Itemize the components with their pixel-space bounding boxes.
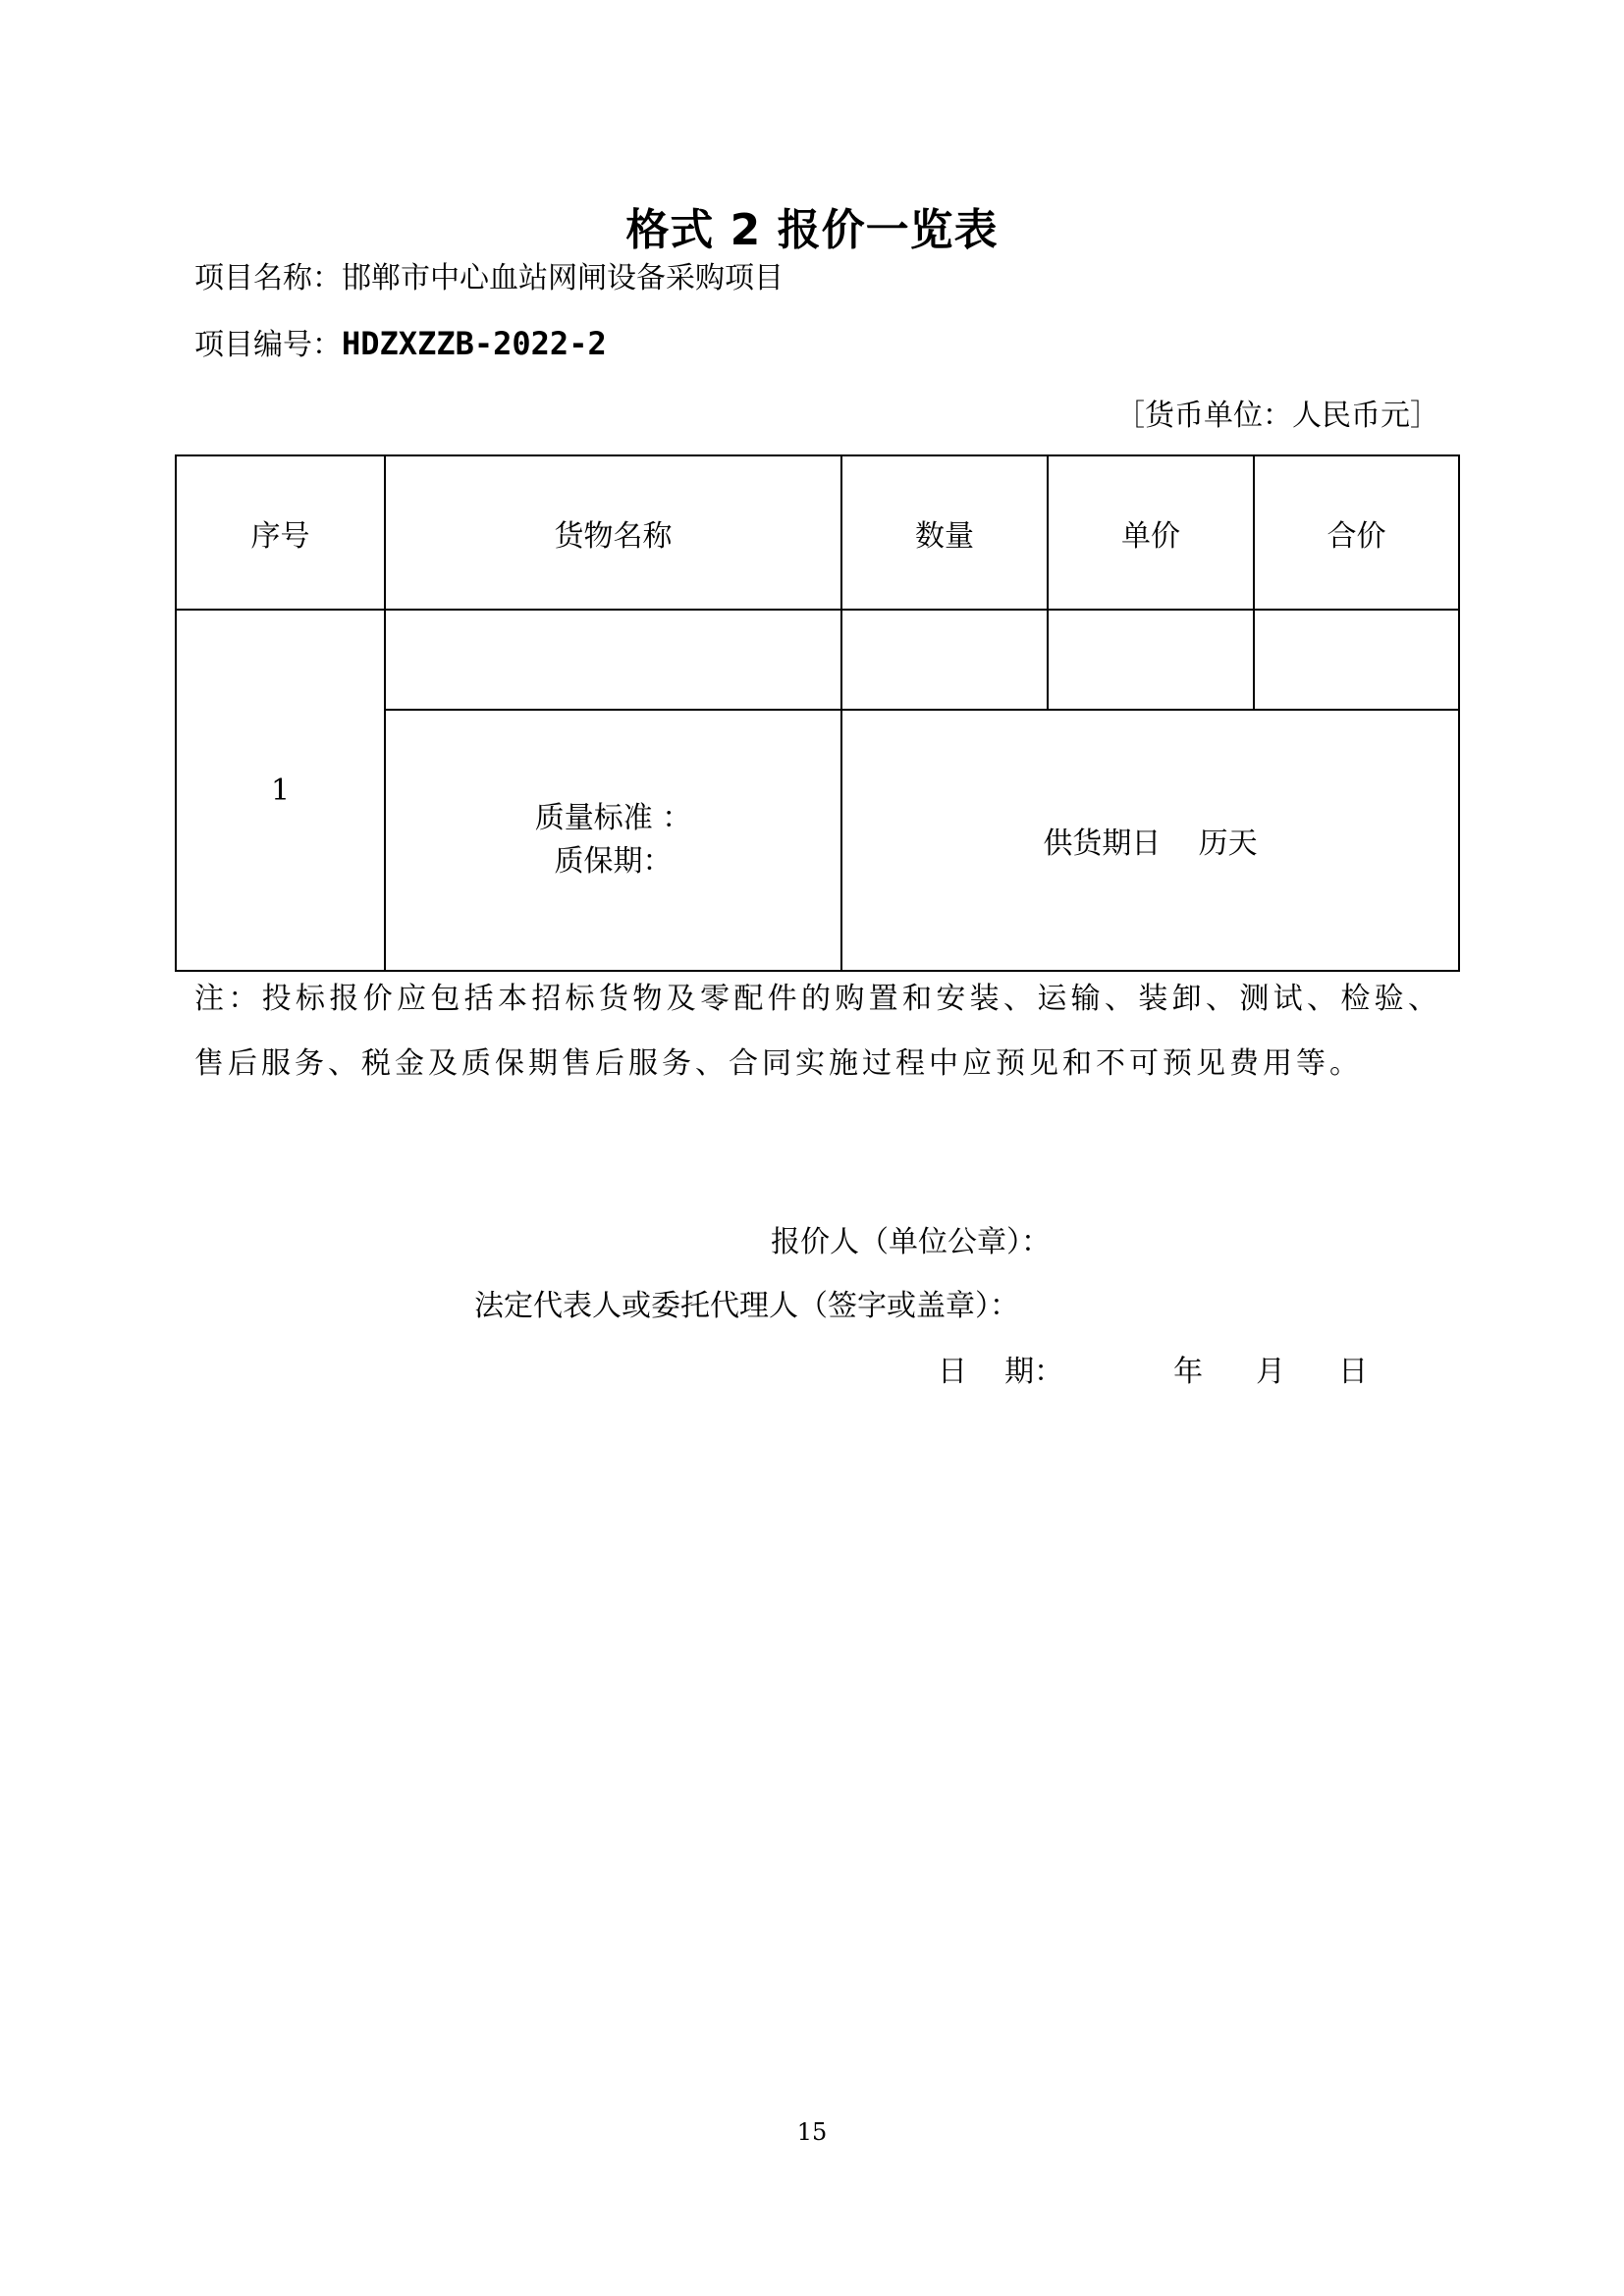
year-label: 年 bbox=[1173, 1355, 1204, 1389]
date-label: 日 期： bbox=[938, 1355, 1064, 1389]
day-label: 日 bbox=[1338, 1355, 1369, 1389]
project-name-label: 项目名称： bbox=[194, 261, 342, 295]
month-label: 月 bbox=[1256, 1355, 1286, 1389]
currency-unit: ［货币单位：人民币元］ bbox=[1115, 399, 1439, 433]
table-header-row bbox=[176, 455, 1459, 610]
total-price-cell[interactable] bbox=[1254, 610, 1459, 710]
page-number: 15 bbox=[796, 2118, 828, 2146]
goods-name-cell[interactable] bbox=[385, 610, 841, 710]
quality-warranty-cell bbox=[385, 710, 841, 971]
header-quantity: 数量 bbox=[841, 455, 1048, 610]
header-total-price: 合价 bbox=[1254, 455, 1459, 610]
delivery-text: 供货期日 历天 bbox=[1043, 827, 1258, 861]
representative-sign-line: 法定代表人或委托代理人（签字或盖章）： bbox=[474, 1289, 1019, 1323]
warranty-label: 质保期： bbox=[554, 844, 673, 879]
project-code-value: HDZXZZB-2022-2 bbox=[342, 325, 607, 362]
header-unit-price: 单价 bbox=[1048, 455, 1254, 610]
quantity-cell[interactable] bbox=[841, 610, 1048, 710]
quote-table bbox=[175, 454, 1460, 972]
row-index-cell: 1 bbox=[176, 610, 385, 971]
project-code-label: 项目编号： bbox=[194, 328, 342, 362]
delivery-cell bbox=[841, 710, 1459, 971]
header-index: 序号 bbox=[176, 455, 385, 610]
project-name-value: 邯郸市中心血站网闸设备采购项目 bbox=[342, 261, 784, 295]
project-name-line bbox=[194, 253, 784, 296]
project-code-line bbox=[194, 320, 607, 363]
table-row bbox=[176, 610, 1459, 710]
date-line bbox=[938, 1347, 1368, 1390]
unit-price-cell[interactable] bbox=[1048, 610, 1254, 710]
bidder-seal-line: 报价人（单位公章）： bbox=[771, 1225, 1051, 1259]
note-paragraph: 注：投标报价应包括本招标货物及零配件的购置和安装、运输、装卸、测试、检验、售后服务、税金及质保期售后服务、合同实施过程中应预见和不可预见费用等。 bbox=[194, 982, 1441, 1081]
document-title: 格式 2 报价一览表 bbox=[625, 205, 999, 255]
header-goods-name: 货物名称 bbox=[385, 455, 841, 610]
quality-standard-label: 质量标准 ： bbox=[534, 801, 692, 835]
